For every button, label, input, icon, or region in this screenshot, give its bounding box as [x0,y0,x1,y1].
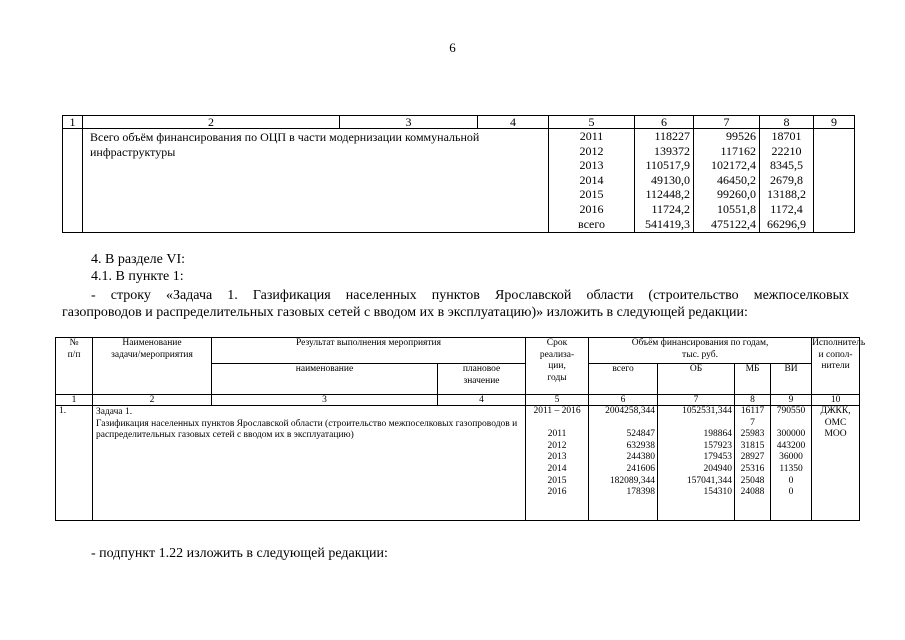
col-num-8: 8 [735,395,771,406]
task-table [55,337,866,521]
col-num-8: 8 [760,116,814,129]
paragraph-section: 4. В разделе VI: [91,252,186,267]
col-num-1: 1 [56,395,93,406]
task-title: Газификация населенных пунктов Ярославской области (строительство межпоселковых газопроводов и распределительных газовых сетей с вводом их в эксплуатацию) [96,418,518,441]
paragraph-point: 4.1. В пункте 1: [91,269,184,284]
row-years: 2011 – 2016 2011 2012 2013 2014 2015 2016 [526,406,589,521]
header-ob: ОБ [658,364,735,395]
row-total: 2004258,344 524847 632938 244380 241606 182089,344 178398 [589,406,658,521]
col-num-4: 4 [478,116,549,129]
empty-cell [814,129,855,233]
row-ob: 1052531,344 198864 157923 179453 204940 157041,344 154310 [658,406,735,521]
task-label: Задача 1. [96,407,133,417]
header-funding: Объём финансирования по годам, тыс. руб. [589,338,812,364]
header-row-1 [56,338,860,364]
row-col7-values: 99526 117162 102172,4 46450,2 99260,0 10551,8 475122,4 [694,129,760,233]
col-num-3: 3 [212,395,438,406]
row-col6-values: 118227 139372 110517,9 49130,0 112448,2 11724,2 541419,3 [635,129,694,233]
financing-summary-table [62,115,855,233]
table-row [63,129,855,233]
row-vi: 790550 300000 443200 36000 11350 0 0 [771,406,812,521]
col-num-5: 5 [526,395,589,406]
col-num-3: 3 [340,116,478,129]
paragraph-subpoint: - подпункт 1.22 изложить в следующей редакции: [91,546,388,561]
header-num: № п/п [56,338,93,395]
header-total: всего [589,364,658,395]
paragraph-instruction-line2: газопроводов и распределительных газовых сетей с вводом их в эксплуатацию)» изложить в следующей редакции: [62,305,748,320]
col-num-2: 2 [83,116,340,129]
header-result: Результат выполнения мероприятия [212,338,526,364]
col-num-1: 1 [63,116,83,129]
header-mb: МБ [735,364,771,395]
col-num-7: 7 [694,116,760,129]
paragraph-instruction-line1: - строку «Задача 1. Газификация населенных пунктов Ярославской области (строительство межпоселковых [91,288,849,303]
row-description: Всего объём финансирования по ОЦП в части модернизации коммунальной инфраструктуры [83,129,549,233]
col-num-6: 6 [635,116,694,129]
header-result-plan: плановое значение [438,364,526,395]
col-num-7: 7 [658,395,735,406]
column-number-row [56,395,860,406]
header-result-name: наименование [212,364,438,395]
header-vi: ВИ [771,364,812,395]
row-executors: ДЖКК, ОМС МОО [812,406,860,521]
column-number-row [63,116,855,129]
header-name: Наименование задачи/мероприятия [93,338,212,395]
row-num: 1. [56,406,93,521]
row-col8-values: 18701 22210 8345,5 2679,8 13188,2 1172,4 66296,9 [760,129,814,233]
col-num-4: 4 [438,395,526,406]
col-num-9: 9 [771,395,812,406]
col-num-10: 10 [812,395,860,406]
row-task [93,406,526,521]
col-num-9: 9 [814,116,855,129]
row-mb: 16117 7 25983 31815 28927 25316 25048 24088 [735,406,771,521]
table-row [56,406,860,521]
empty-cell [63,129,83,233]
col-num-5: 5 [549,116,635,129]
col-num-2: 2 [93,395,212,406]
header-executors: Исполнитель и сопол- нители [812,338,860,395]
page-number: 6 [449,40,456,55]
col-num-6: 6 [589,395,658,406]
row-years: 2011 2012 2013 2014 2015 2016 всего [549,129,635,233]
header-term: Срок реализа- ции, годы [526,338,589,395]
